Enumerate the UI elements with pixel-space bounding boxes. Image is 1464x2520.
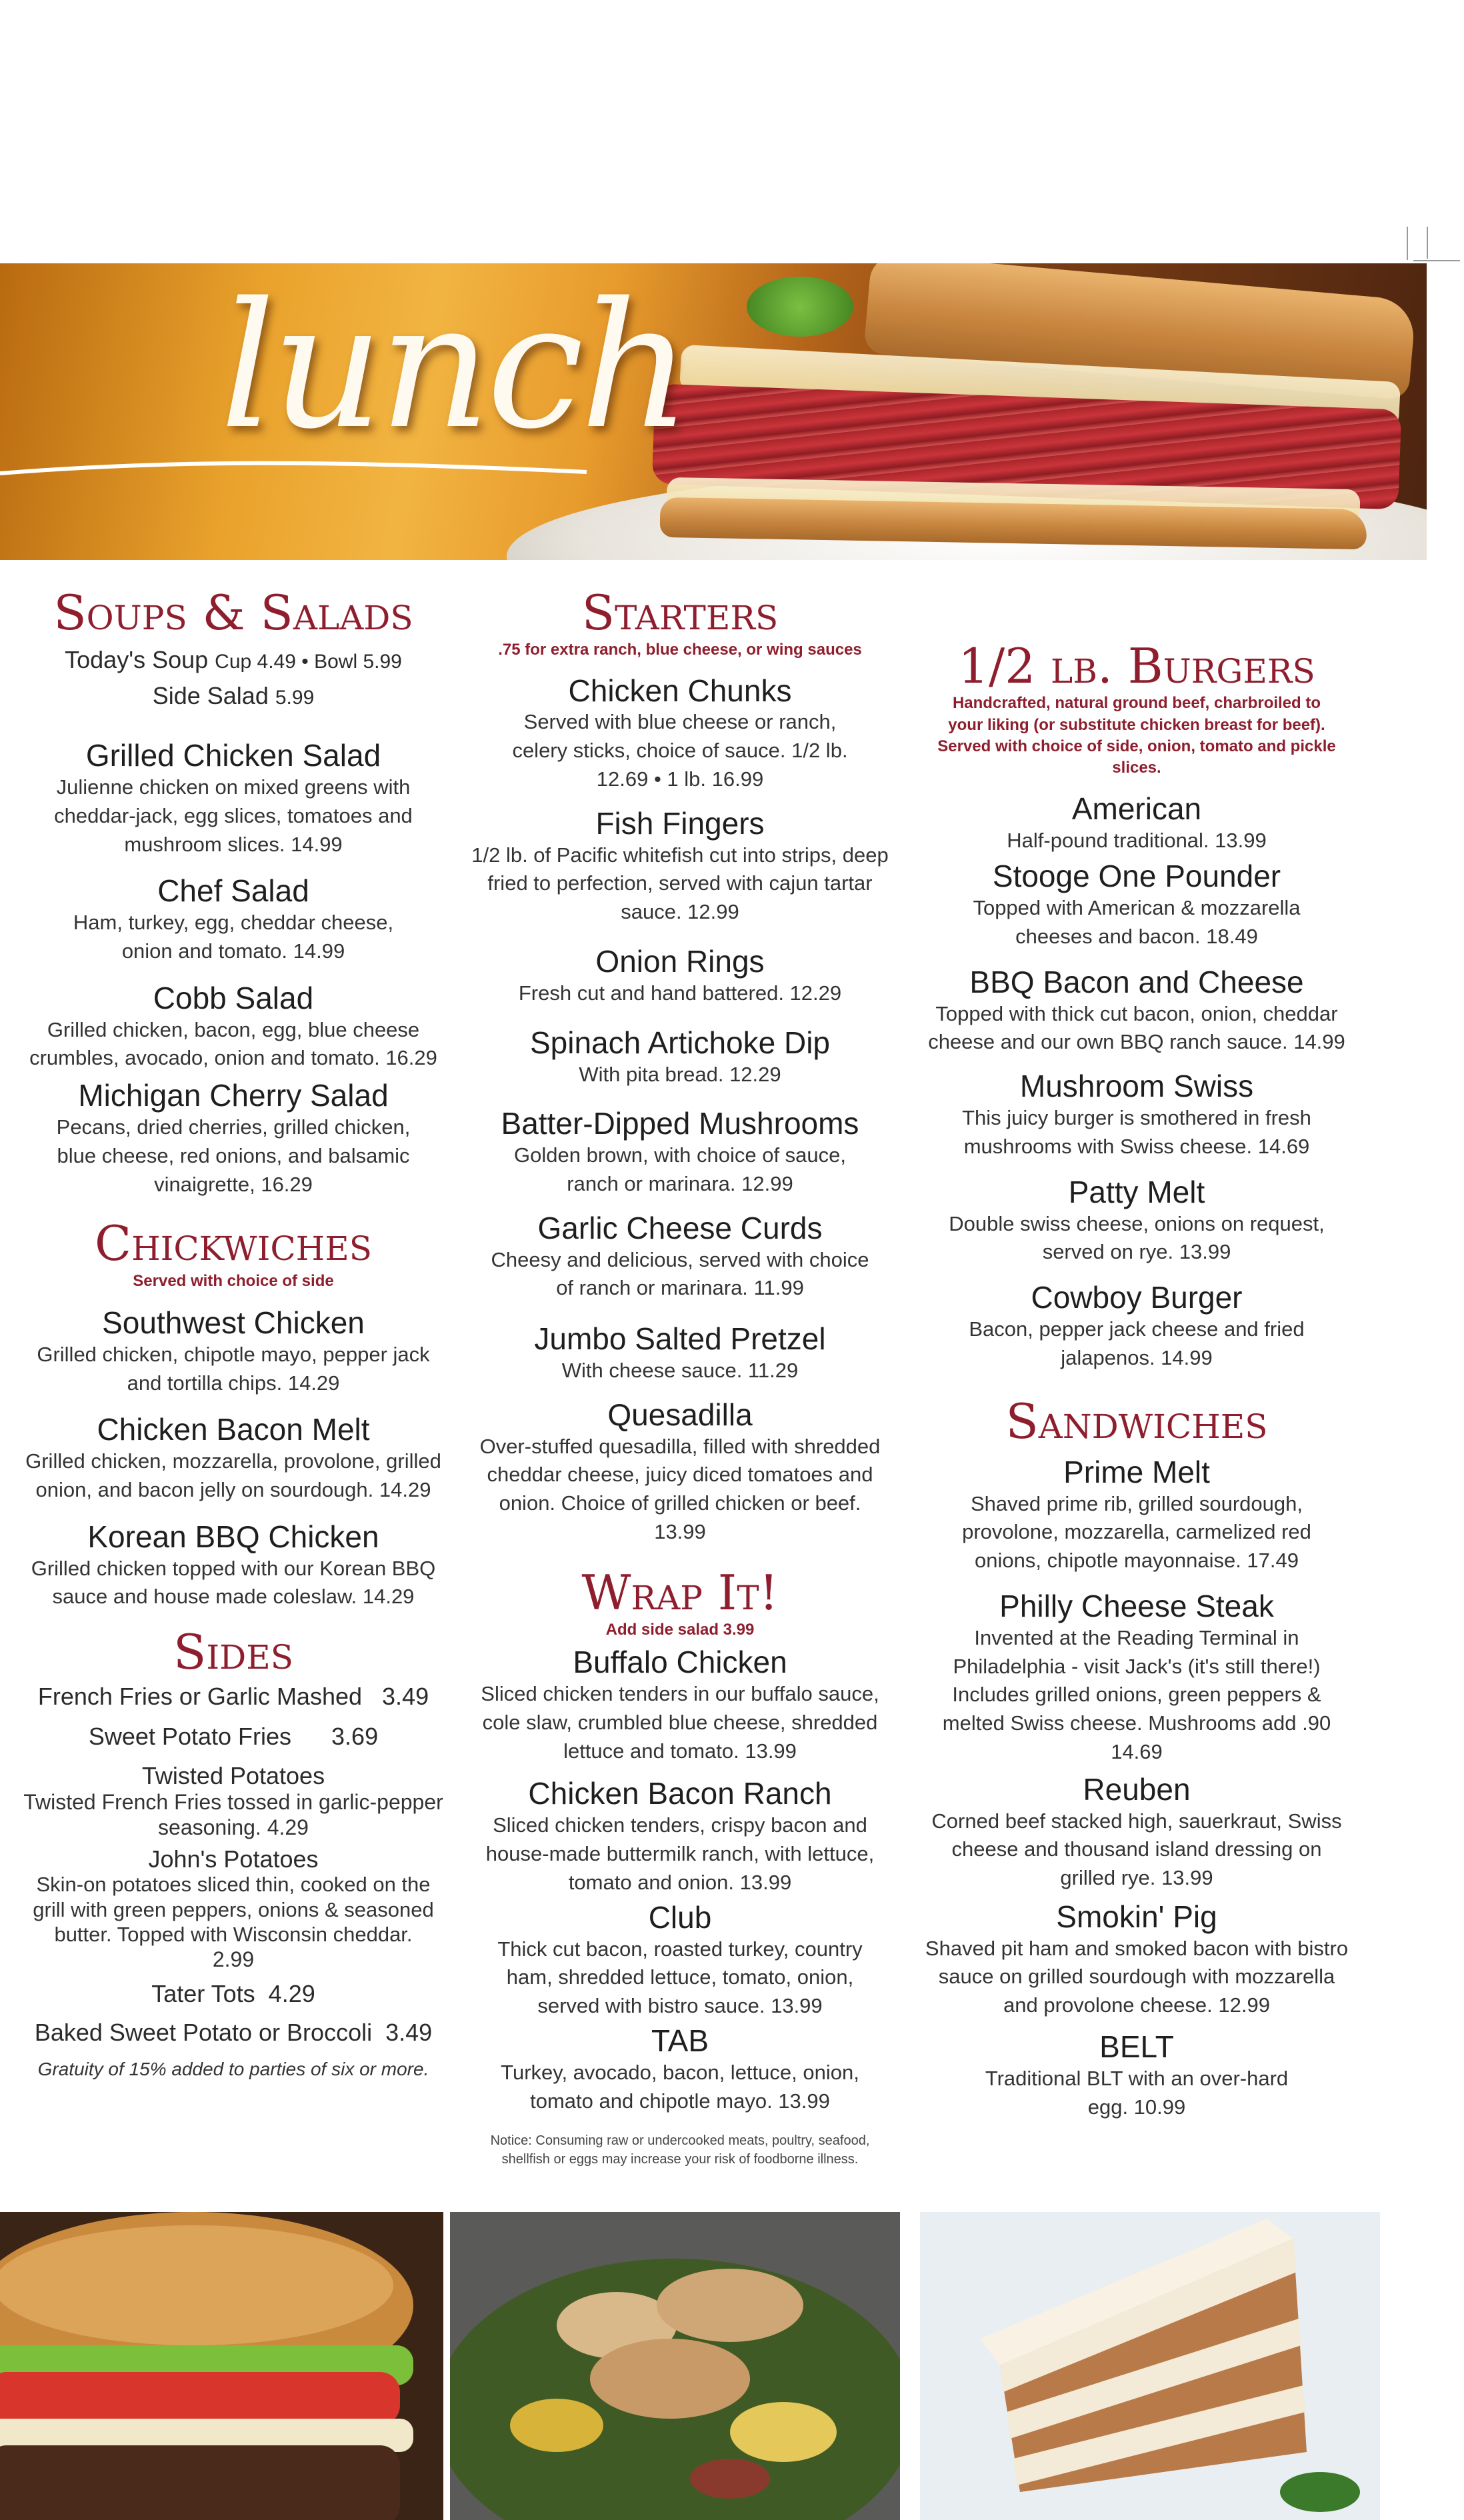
menu-item: [923, 1069, 1350, 1161]
item-desc: Sliced chicken tenders, crispy bacon and house-made buttermilk ranch, with lettuce, tomato and onion. 13.99: [485, 1813, 875, 1894]
menu-item: [20, 1412, 447, 1504]
item-name: Sweet Potato Fries: [88, 1723, 292, 1751]
section-title: Sandwiches: [1005, 1393, 1268, 1449]
menu-item: [467, 944, 893, 1008]
item-desc: Cheesy and delicious, served with choice of ranch or marinara. 11.99: [491, 1247, 869, 1300]
item-price: 3.69: [331, 1723, 379, 1751]
menu-item: [20, 873, 447, 965]
section-note: Served with choice of side: [133, 1271, 334, 1290]
item-name: BELT: [1099, 2029, 1174, 2064]
item-name: Chef Salad: [157, 873, 309, 909]
item-name: Grilled Chicken Salad: [85, 738, 381, 773]
item-desc: Shaved pit ham and smoked bacon with bistro sauce on grilled sourdough with mozzarella and provolone cheese. 12.99: [925, 1936, 1349, 2017]
item-price: 2.99: [212, 1947, 255, 1971]
crop-mark: [1407, 227, 1408, 260]
item-desc: Topped with American & mozzarella cheeses and bacon. 18.49: [973, 896, 1301, 949]
side-row: [20, 1679, 447, 1715]
burger-image-icon: [0, 2212, 443, 2520]
item-name: John's Potatoes: [148, 1845, 319, 1873]
section-title: Sides: [173, 1624, 293, 1681]
item-name: Reuben: [1083, 1771, 1191, 1807]
section-title: Wrap It!: [581, 1564, 779, 1621]
item-name: Quesadilla: [607, 1397, 753, 1432]
section-note: Handcrafted, natural ground beef, charbroiled to your liking (or substitute chicken breast for beef). Served with choice of side, onion, tomato and pickle slices.: [937, 694, 1336, 777]
item-name: Prime Melt: [1063, 1454, 1210, 1489]
cake-image-icon: [920, 2212, 1380, 2520]
lettuce-garnish: [747, 277, 853, 337]
item-name: Tater Tots: [151, 1980, 255, 2008]
section-title: Chickwiches: [94, 1215, 373, 1272]
menu-item: [20, 981, 447, 1073]
item-name: Batter-Dipped Mushrooms: [501, 1106, 859, 1141]
item-price: 3.49: [382, 1683, 429, 1711]
menu-item: [467, 1211, 893, 1303]
item-name: Twisted Potatoes: [141, 1762, 325, 1790]
item-desc: Pecans, dried cherries, grilled chicken, blue cheese, red onions, and balsamic vinaigrette, 16.29: [56, 1115, 411, 1196]
item-name: Stooge One Pounder: [992, 859, 1281, 894]
item-price: 4.29: [268, 1980, 315, 2008]
item-desc: Corned beef stacked high, sauerkraut, Swiss cheese and thousand island dressing on grilled rye. 13.99: [931, 1809, 1342, 1890]
item-desc: 1/2 lb. of Pacific whitefish cut into strips, deep fried to perfection, served with cajun tartar sauce. 12.99: [471, 843, 889, 924]
menu-item: [923, 1455, 1350, 1575]
item-desc: Grilled chicken topped with our Korean BBQ sauce and house made coleslaw. 14.29: [31, 1556, 436, 1609]
side-row: [20, 1719, 447, 1755]
item-desc: Ham, turkey, egg, cheddar cheese, onion and tomato. 14.99: [73, 911, 394, 963]
soup-row: [20, 642, 447, 678]
item-desc: Julienne chicken on mixed greens with cheddar-jack, egg slices, tomatoes and mushroom slices. 14.99: [54, 775, 413, 856]
item-desc: Golden brown, with choice of sauce, ranch or marinara. 12.99: [514, 1143, 846, 1195]
menu-item: [20, 1763, 447, 1840]
item-desc: Fresh cut and hand battered. 12.29: [518, 981, 842, 1005]
item-name: Philly Cheese Steak: [999, 1588, 1274, 1623]
menu-item: [467, 1645, 893, 1765]
section-title: Starters: [581, 585, 779, 641]
section-title: Soups & Salads: [53, 585, 413, 641]
menu-item: [923, 1589, 1350, 1767]
food-safety-notice: Notice: Consuming raw or undercooked meats, poultry, seafood, shellfish or eggs may increase your risk of foodborne illness.: [490, 2133, 870, 2167]
item-name: Baked Sweet Potato or Broccoli: [34, 2019, 373, 2047]
item-desc: Half-pound traditional. 13.99: [1007, 828, 1267, 852]
item-desc: Skin-on potatoes sliced thin, cooked on the grill with green peppers, onions & seasoned butter. Topped with Wisconsin cheddar.: [33, 1873, 434, 1946]
item-desc: Turkey, avocado, bacon, lettuce, onion, tomato and chipotle mayo. 13.99: [501, 2060, 859, 2113]
side-salad-row: [20, 678, 447, 714]
menu-item: [923, 791, 1350, 855]
item-desc: This juicy burger is smothered in fresh mushrooms with Swiss cheese. 14.69: [962, 1106, 1311, 1158]
item-name: Side Salad: [152, 682, 269, 710]
lunch-banner: [0, 263, 1427, 560]
item-name: TAB: [651, 2023, 709, 2058]
item-name: French Fries or Garlic Mashed: [37, 1683, 363, 1711]
item-name: Korean BBQ Chicken: [87, 1519, 379, 1554]
item-name: Onion Rings: [595, 943, 765, 979]
item-desc: Grilled chicken, mozzarella, provolone, grilled onion, and bacon jelly on sourdough. 14.29: [25, 1449, 441, 1502]
menu-item: [20, 1846, 447, 1973]
item-name: BBQ Bacon and Cheese: [969, 964, 1304, 999]
burger-photo: [0, 2212, 443, 2520]
wrap-salad-photo: [450, 2212, 900, 2520]
menu-item: [467, 673, 893, 794]
item-name: Cowboy Burger: [1031, 1280, 1243, 1315]
item-desc: Sliced chicken tenders in our buffalo sauce, cole slaw, crumbled blue cheese, shredded lettuce and tomato. 13.99: [481, 1682, 879, 1763]
menu-item: [467, 1106, 893, 1198]
item-desc: Shaved prime rib, grilled sourdough, provolone, mozzarella, carmelized red onions, chipotle mayonnaise. 17.49: [962, 1491, 1311, 1573]
menu-item: [923, 965, 1350, 1057]
item-desc: Grilled chicken, bacon, egg, blue cheese crumbles, avocado, onion and tomato. 16.29: [29, 1017, 437, 1070]
item-desc: Served with blue cheese or ranch, celery sticks, choice of sauce. 1/2 lb. 12.69 • 1 lb. 16.99: [512, 710, 848, 791]
crop-mark: [1413, 260, 1460, 261]
crop-mark: [1427, 227, 1428, 259]
item-name: Buffalo Chicken: [573, 1645, 787, 1680]
side-row: [20, 2015, 447, 2051]
item-desc: With pita bread. 12.29: [579, 1062, 781, 1086]
section-note: Add side salad 3.99: [605, 1620, 755, 1639]
column-right: [923, 640, 1350, 2121]
item-desc: Twisted French Fries tossed in garlic-pepper seasoning. 4.29: [23, 1790, 443, 1840]
section-note: .75 for extra ranch, blue cheese, or wing sauces: [498, 641, 862, 659]
column-left: [20, 587, 447, 2080]
item-price: Cup 4.49 • Bowl 5.99: [215, 651, 402, 673]
section-title: 1/2 lb. Burgers: [958, 638, 1315, 694]
menu-item: [467, 806, 893, 927]
menu-item: [20, 1305, 447, 1397]
item-desc: Over-stuffed quesadilla, filled with shredded cheddar cheese, juicy diced tomatoes and onion. Choice of grilled chicken or beef. 13.99: [479, 1434, 881, 1543]
item-desc: Grilled chicken, chipotle mayo, pepper jack and tortilla chips. 14.29: [37, 1342, 430, 1395]
item-name: Garlic Cheese Curds: [537, 1210, 823, 1245]
column-middle: [467, 587, 893, 2169]
item-name: Spinach Artichoke Dip: [529, 1025, 831, 1060]
menu-item: [923, 1772, 1350, 1893]
item-price: 5.99: [275, 687, 315, 709]
menu-item: [20, 738, 447, 859]
menu-item: [467, 2023, 893, 2115]
item-price: 3.49: [385, 2019, 433, 2047]
menu-item: [923, 1175, 1350, 1267]
item-name: Patty Melt: [1068, 1174, 1205, 1209]
item-desc: Double swiss cheese, onions on request, served on rye. 13.99: [949, 1211, 1325, 1264]
item-name: Southwest Chicken: [102, 1305, 365, 1340]
item-name: Cobb Salad: [153, 980, 314, 1015]
page-title: lunch: [220, 266, 688, 467]
item-name: American: [1071, 791, 1202, 826]
salad-image-icon: [450, 2212, 900, 2520]
menu-item: [923, 2029, 1350, 2121]
menu-item: [467, 1776, 893, 1897]
item-name: Chicken Bacon Ranch: [528, 1776, 832, 1811]
menu-item: [467, 1397, 893, 1547]
item-desc: Bacon, pepper jack cheese and fried jalapenos. 14.99: [969, 1317, 1305, 1369]
side-row: [20, 1976, 447, 2012]
item-name: Michigan Cherry Salad: [78, 1078, 389, 1113]
item-name: Mushroom Swiss: [1019, 1069, 1254, 1104]
menu-item: [923, 859, 1350, 951]
item-desc: Thick cut bacon, roasted turkey, country ham, shredded lettuce, tomato, onion, served with bistro sauce. 13.99: [497, 1937, 863, 2018]
gratuity-note: Gratuity of 15% added to parties of six or more.: [37, 2059, 429, 2080]
item-name: Chicken Bacon Melt: [97, 1412, 370, 1447]
item-name: Today's Soup: [65, 646, 209, 674]
item-name: Fish Fingers: [595, 805, 765, 841]
menu-item: [467, 1900, 893, 2021]
item-name: Jumbo Salted Pretzel: [534, 1321, 826, 1357]
carrot-cake-photo: [920, 2212, 1380, 2520]
menu-item: [923, 1899, 1350, 2020]
menu-item: [20, 1519, 447, 1611]
menu-item: [20, 1078, 447, 1199]
item-desc: With cheese sauce. 11.29: [561, 1359, 799, 1382]
menu-item: [467, 1321, 893, 1385]
item-desc: Invented at the Reading Terminal in Philadelphia - visit Jack's (it's still there!) Includes grilled onions, green peppers & melted Swiss cheese. Mushrooms add .90 14.69: [942, 1625, 1331, 1763]
item-name: Smokin' Pig: [1056, 1899, 1217, 1934]
item-desc: Traditional BLT with an over-hard egg. 10.99: [985, 2066, 1289, 2119]
menu-item: [467, 1025, 893, 1089]
item-desc: Topped with thick cut bacon, onion, cheddar cheese and our own BBQ ranch sauce. 14.99: [928, 1001, 1345, 1054]
item-name: Chicken Chunks: [568, 673, 792, 708]
menu-item: [923, 1280, 1350, 1372]
item-name: Club: [648, 1899, 712, 1935]
